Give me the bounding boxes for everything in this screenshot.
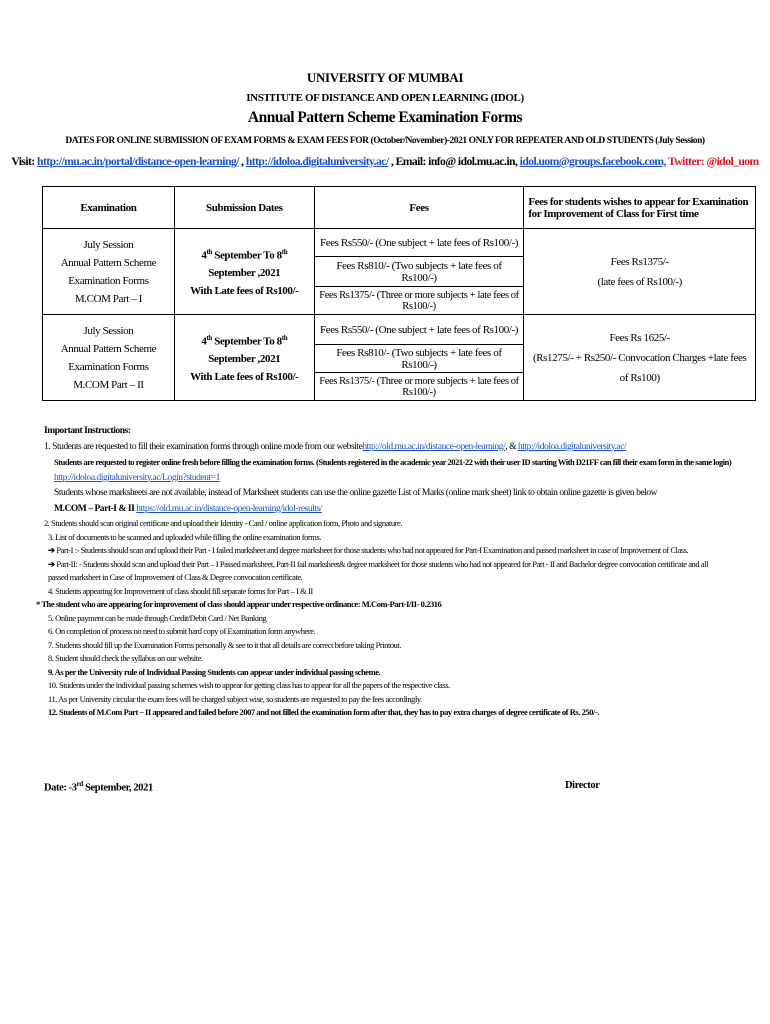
- improvement-line: (late fees of Rs100/-): [597, 275, 682, 288]
- link-login[interactable]: http://idoloa.digitaluniversity.ac/Login?student=1: [54, 472, 220, 483]
- instruction-mcom-results: [44, 502, 756, 518]
- date-sup: th: [206, 333, 212, 342]
- dates-line: DATES FOR ONLINE SUBMISSION OF EXAM FORMS & EXAM FEES FOR (October/November)-2021 ONLY FOR REPEATER AND OLD STUDENTS (July Session): [65, 136, 705, 146]
- instruction-3b-cont: passed marksheet in Case of Improvement of Class & Degree convocation certificate.: [48, 572, 303, 582]
- fee-cell: Fees Rs810/- (Two subjects + late fees of Rs100/-): [314, 257, 524, 287]
- submission-dates: [179, 329, 310, 369]
- instruction-text: , &: [505, 441, 518, 452]
- instruction-1: [44, 440, 756, 456]
- instruction-register: Students are requested to register online fresh before filling the examination forms. (Students registered in the academic year 2021-22 with their user ID starting With D21FF can fill their exam form in the same login): [54, 457, 732, 467]
- link-mu-portal[interactable]: http://mu.ac.in/portal/distance-open-learning/: [37, 155, 239, 168]
- exam-line: Annual Pattern Scheme: [60, 342, 157, 355]
- submission-cell: [174, 315, 314, 401]
- instruction-3: 3. List of documents to be scanned and uploaded while filling the online examination forms.: [48, 531, 322, 542]
- date-sup: rd: [76, 780, 83, 788]
- exam-line: July Session: [83, 324, 134, 337]
- visit-prefix: Visit:: [11, 155, 38, 168]
- date-sup: th: [281, 333, 288, 342]
- exam-cell: [43, 229, 175, 315]
- header-improvement: Fees for students wishes to appear for Examination for Improvement of Class for First time: [524, 187, 756, 229]
- instruction-3b: [44, 558, 756, 572]
- improvement-line: Fees Rs1375/-: [610, 255, 669, 268]
- date-end: September ,2021: [208, 353, 281, 366]
- late-fee-note: With Late fees of Rs100/-: [190, 285, 299, 298]
- date-day: 4: [201, 335, 207, 348]
- link-results[interactable]: https://old.mu.ac.in/distance-open-learning/idol-results/: [136, 503, 322, 514]
- fees-table: [42, 186, 756, 401]
- exam-line: Examination Forms: [68, 360, 149, 373]
- header-examination: Examination: [43, 187, 175, 229]
- instructions-heading: Important Instructions:: [44, 426, 131, 436]
- arrow-icon: ➔: [48, 545, 57, 555]
- fee-cell: Fees Rs1375/- (Three or more subjects + late fees of Rs100/-): [314, 373, 524, 401]
- exam-line: July Session: [83, 238, 134, 251]
- contact-line: [0, 155, 770, 168]
- instruction-10: 10. Students under the individual passing schemes wish to appear for getting class has to appear for all the papers of the respective class.: [48, 680, 450, 690]
- improvement-cell: [524, 315, 756, 401]
- institute-name: INSTITUTE OF DISTANCE AND OPEN LEARNING (IDOL): [246, 92, 524, 104]
- fee-cell: Fees Rs550/- (One subject + late fees of Rs100/-): [314, 229, 524, 257]
- instruction-ordinance: * The student who are appearing for improvement of class should appear under respective ordinance: M.Com-Part-I/II- 0.2316: [36, 599, 442, 609]
- university-name: UNIVERSITY OF MUMBAI: [306, 70, 464, 85]
- instruction-login-link-row: [44, 471, 756, 487]
- submission-dates: [179, 243, 310, 283]
- exam-cell: [43, 315, 175, 401]
- exam-line: Annual Pattern Scheme: [60, 256, 157, 269]
- instruction-3a: [44, 544, 756, 558]
- instructions: [36, 424, 756, 720]
- link-old-mu[interactable]: http://old.mu.ac.in/distance-open-learning/: [362, 441, 506, 452]
- date-end: September ,2021: [208, 267, 281, 280]
- instruction-text: Part-I :- Students should scan and upload their Part - I failed marksheet and degree marksheet for those students who had not appeared for Part-I Examination and passed marksheet in case of Improvement of Class.: [56, 545, 689, 555]
- date-sup: th: [281, 247, 288, 256]
- instruction-6: 6. On completion of process no need to submit hard copy of Examination form anywhere.: [48, 626, 316, 636]
- date-sup: th: [206, 247, 212, 256]
- instruction-5: 5. Online payment can be made through Credit/Debit Card / Net Banking: [48, 612, 267, 623]
- fee-cell: Fees Rs1375/- (Three or more subjects + late fees of Rs100/-): [314, 287, 524, 315]
- table-row: [43, 315, 756, 345]
- fee-cell: Fees Rs810/- (Two subjects + late fees of Rs100/-): [314, 345, 524, 373]
- link-facebook[interactable]: idol.uom@groups.facebook.com,: [519, 155, 666, 168]
- improvement-line: (Rs1275/- + Rs250/- Convocation Charges +late fees of Rs100): [532, 351, 747, 384]
- instruction-text: 1. Students are requested to fill their examination forms through online mode from our website: [44, 441, 363, 452]
- arrow-icon: ➔: [48, 558, 57, 569]
- date-mid: September To 8: [211, 249, 282, 262]
- table-row: [43, 229, 756, 257]
- instruction-2: 2. Students should scan original certificate and upload their Identity - Card / online application form, Photo and signature.: [44, 518, 403, 528]
- visit-email: , Email: info@ idol.mu.ac.in,: [388, 155, 520, 168]
- instruction-marksheet: Students whose marksheets are not available, instead of Marksheet students can use the online gazette List of Marks (online mark sheet) link to obtain online gazette is given below: [54, 488, 658, 498]
- instruction-11: 11. As per University circular the exam fees will be charged subject wise, so students are requested to pay the fees accordingly.: [48, 693, 422, 704]
- header-fees: Fees: [314, 187, 524, 229]
- date-day: 4: [201, 249, 207, 262]
- instruction-8: 8. Student should check the syllabus on our website.: [48, 653, 203, 663]
- signatory: Director: [565, 780, 600, 791]
- exam-line: Examination Forms: [68, 274, 149, 287]
- link-idoloa[interactable]: http://idoloa.digitaluniversity.ac/: [245, 155, 389, 168]
- improvement-line: Fees Rs 1625/-: [609, 331, 670, 344]
- document-title: Annual Pattern Scheme Examination Forms: [247, 109, 523, 126]
- instruction-12: 12. Students of M.Com Part – II appeared and failed before 2007 and not filled the examination form after that, they has to pay extra charges of degree certificate of Rs. 250/-.: [48, 707, 600, 717]
- instruction-4: 4. Students appearing for Improvement of class should fill separate forms for Part – I & II: [48, 585, 313, 596]
- late-fee-note: With Late fees of Rs100/-: [190, 371, 299, 384]
- header-submission: Submission Dates: [174, 187, 314, 229]
- exam-line: M.COM Part – II: [73, 378, 144, 391]
- date-suffix: September, 2021: [82, 782, 153, 794]
- visit-sep: ,: [238, 155, 246, 168]
- submission-cell: [174, 229, 314, 315]
- document-date: [44, 780, 153, 794]
- instruction-text: M.COM – Part-I & II: [54, 503, 137, 514]
- link-idoloa-2[interactable]: http://idoloa.digitaluniversity.ac/: [517, 441, 627, 452]
- date-mid: September To 8: [211, 335, 282, 348]
- twitter-handle: Twitter: @idol_uom: [665, 155, 759, 168]
- instruction-text: Part-II: - Students should scan and upload their Part – I Passed marksheet, Part-II fail marksheet& degree marksheet for those students who had not appeared for Part - II and Bachelor degree convocation certificate and all: [56, 558, 708, 569]
- improvement-cell: [524, 229, 756, 315]
- table-header-row: [43, 187, 756, 229]
- instruction-9: 9. As per the University rule of Individual Passing Students can appear under individual passing scheme.: [48, 666, 381, 677]
- exam-line: M.COM Part – I: [74, 292, 142, 305]
- instruction-7: 7. Students should fill up the Examination Forms personally & see to it that all details are correct before taking Printout.: [48, 639, 402, 650]
- date-prefix: Date: -3: [44, 782, 77, 794]
- fee-cell: Fees Rs550/- (One subject + late fees of Rs100/-): [314, 315, 524, 345]
